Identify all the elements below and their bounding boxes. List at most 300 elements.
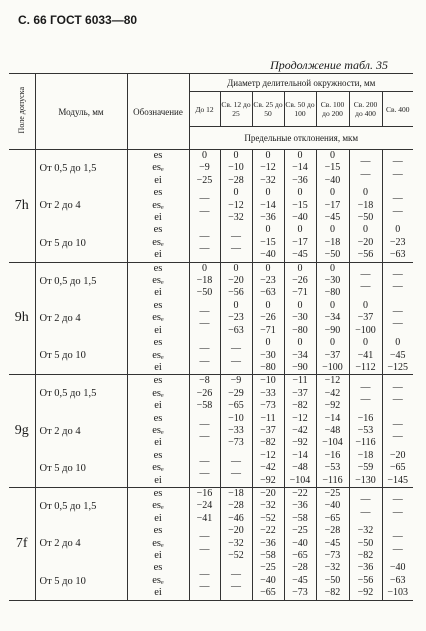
designation-cell xyxy=(127,187,189,224)
deviation-value: −48 xyxy=(292,462,308,474)
deviation-value: −11 xyxy=(260,412,276,424)
deviation-value: −11 xyxy=(292,375,308,387)
deviation-cell xyxy=(316,413,349,450)
deviation-cell xyxy=(252,562,284,600)
deviation-cell xyxy=(252,337,284,375)
table-row xyxy=(9,300,413,337)
deviation-cell xyxy=(189,413,220,450)
deviation-cell xyxy=(252,525,284,562)
deviation-value: −25 xyxy=(292,525,308,537)
deviation-value: −25 xyxy=(324,487,341,499)
deviation-value: 0 xyxy=(233,299,239,311)
deviation-value: — xyxy=(392,268,403,280)
deviation-cell xyxy=(349,562,382,600)
deviation-value: −71 xyxy=(260,324,276,336)
designation-value: ei xyxy=(154,400,162,412)
deviation-cell xyxy=(220,562,252,600)
module-cell: От 0,5 до 1,5 xyxy=(35,487,127,525)
deviation-value: −52 xyxy=(260,512,276,524)
deviation-value: — xyxy=(199,418,210,430)
deviation-cell xyxy=(284,487,316,525)
header-range: Св. 25 до 50 xyxy=(252,92,284,127)
deviation-cell xyxy=(349,150,382,188)
fit-field-label: 7f xyxy=(9,487,35,600)
deviation-value: −36 xyxy=(292,174,308,186)
deviation-cell xyxy=(316,224,349,262)
deviation-value: −82 xyxy=(357,550,374,561)
table-row xyxy=(9,413,413,450)
module-cell: От 2 до 4 xyxy=(35,413,127,450)
designation-value: es xyxy=(153,150,163,161)
deviation-value: −116 xyxy=(322,474,343,486)
table-row xyxy=(9,450,413,488)
deviation-value: −73 xyxy=(292,587,308,599)
designation-cell xyxy=(127,413,189,450)
deviation-value: −12 xyxy=(292,412,308,424)
module-cell: От 5 до 10 xyxy=(35,562,127,600)
deviation-value: −15 xyxy=(292,199,308,211)
deviation-cell xyxy=(189,300,220,337)
deviation-value: −14 xyxy=(292,449,308,461)
deviation-cell xyxy=(316,525,349,562)
deviation-value: −65 xyxy=(389,462,406,474)
deviation-value: −12 xyxy=(260,162,276,174)
deviation-value: −14 xyxy=(292,162,308,174)
designation-value: esₑ xyxy=(152,199,164,211)
deviation-cell xyxy=(284,187,316,224)
deviation-cell xyxy=(189,450,220,488)
deviation-value: −73 xyxy=(260,400,276,412)
designation-value: esₑ xyxy=(152,574,164,586)
deviation-value: −23 xyxy=(228,312,244,324)
deviation-value: 0 xyxy=(363,224,368,236)
deviation-value: 0 xyxy=(265,187,271,199)
table-body xyxy=(9,150,413,601)
deviation-cell xyxy=(382,300,413,337)
designation-value: es xyxy=(153,262,163,274)
deviation-value: — xyxy=(392,193,403,205)
deviation-value: −71 xyxy=(292,287,308,299)
deviation-value: — xyxy=(392,494,403,506)
deviation-cell xyxy=(284,413,316,450)
deviation-value: −56 xyxy=(357,574,374,586)
deviation-cell xyxy=(189,525,220,562)
deviation-cell xyxy=(349,300,382,337)
deviation-value: — xyxy=(392,418,403,430)
deviation-value: 0 xyxy=(330,150,335,161)
deviation-cell xyxy=(220,187,252,224)
deviation-value: −92 xyxy=(324,400,341,412)
deviation-value: −41 xyxy=(196,512,213,524)
deviation-cell xyxy=(316,187,349,224)
deviation-cell xyxy=(349,224,382,262)
deviation-value: 0 xyxy=(202,150,207,161)
deviation-value: −36 xyxy=(260,212,276,224)
deviation-cell xyxy=(284,375,316,413)
deviation-value: — xyxy=(360,494,371,506)
deviation-value: −125 xyxy=(387,361,409,373)
deviation-value: — xyxy=(199,531,210,543)
module-cell: От 0,5 до 1,5 xyxy=(35,375,127,413)
table-row xyxy=(9,562,413,600)
deviation-value: — xyxy=(392,318,403,330)
deviation-value: −50 xyxy=(357,537,374,549)
header-module: Модуль, мм xyxy=(35,74,127,150)
deviation-cell xyxy=(252,262,284,300)
table-row xyxy=(9,224,413,262)
deviation-cell xyxy=(220,300,252,337)
deviation-cell xyxy=(316,337,349,375)
deviation-value: −36 xyxy=(292,500,308,512)
deviation-value: −33 xyxy=(228,424,244,436)
deviation-cell xyxy=(284,562,316,600)
deviation-value: −56 xyxy=(228,287,244,299)
deviation-value: −50 xyxy=(324,249,341,261)
deviation-cell xyxy=(382,450,413,488)
deviation-value: −37 xyxy=(357,312,374,324)
deviation-value: −50 xyxy=(324,574,341,586)
deviation-cell xyxy=(284,450,316,488)
deviation-value: — xyxy=(199,318,210,330)
deviation-value: −65 xyxy=(260,587,276,599)
deviation-value: −50 xyxy=(196,287,213,299)
designation-value: es xyxy=(153,224,163,236)
deviation-value: 0 xyxy=(395,224,401,236)
deviation-value: −112 xyxy=(355,361,376,373)
deviation-cell xyxy=(252,224,284,262)
deviation-cell xyxy=(316,150,349,188)
designation-value: es xyxy=(153,412,163,424)
deviation-value: −59 xyxy=(357,462,374,474)
deviation-value: −116 xyxy=(355,437,376,449)
deviation-cell xyxy=(220,525,252,562)
module-cell: От 5 до 10 xyxy=(35,224,127,262)
deviation-cell xyxy=(189,262,220,300)
deviation-value: −65 xyxy=(324,512,341,524)
header-fit-field: Поле допуска xyxy=(9,74,35,150)
deviation-value: −32 xyxy=(228,537,244,549)
deviation-value: −24 xyxy=(196,500,213,512)
deviation-value: — xyxy=(199,468,210,480)
tolerance-table xyxy=(9,73,413,601)
deviation-value: −103 xyxy=(387,587,409,599)
deviation-value: −29 xyxy=(228,387,244,399)
deviation-value: −104 xyxy=(322,437,343,449)
designation-value: es xyxy=(153,487,163,499)
deviation-value: 0 xyxy=(363,337,368,349)
deviation-value: 0 xyxy=(395,337,401,349)
deviation-value: −50 xyxy=(357,212,374,224)
deviation-value: −32 xyxy=(260,174,276,186)
deviation-value: — xyxy=(392,506,403,518)
deviation-cell xyxy=(252,187,284,224)
deviation-value: −12 xyxy=(260,449,276,461)
deviation-cell xyxy=(189,487,220,525)
deviation-cell xyxy=(220,413,252,450)
deviation-value: 0 xyxy=(265,150,271,161)
deviation-value: −145 xyxy=(387,474,409,486)
deviation-value: −104 xyxy=(289,474,311,486)
deviation-value: −8 xyxy=(199,375,210,387)
module-cell: От 2 до 4 xyxy=(35,187,127,224)
designation-value: ei xyxy=(154,361,162,373)
deviation-value: −18 xyxy=(357,449,374,461)
deviation-value: −80 xyxy=(292,324,308,336)
fit-field-label: 9h xyxy=(9,262,35,375)
designation-value: es xyxy=(153,375,163,387)
deviation-value: −42 xyxy=(260,462,276,474)
deviation-cell xyxy=(349,413,382,450)
deviation-value: −10 xyxy=(228,162,244,174)
deviation-value: 0 xyxy=(297,224,303,236)
deviation-value: — xyxy=(360,156,371,168)
deviation-value: −20 xyxy=(260,487,276,499)
page-header: С. 66 ГОСТ 6033—80 xyxy=(18,13,138,27)
table-row xyxy=(9,525,413,562)
deviation-value: −12 xyxy=(228,199,244,211)
deviation-value: −26 xyxy=(196,387,213,399)
deviation-value: — xyxy=(199,230,210,242)
deviation-cell xyxy=(252,300,284,337)
deviation-value: −63 xyxy=(228,324,244,336)
deviation-value: −53 xyxy=(357,424,374,436)
deviation-value: −9 xyxy=(199,162,210,174)
deviation-value: −40 xyxy=(260,574,276,586)
deviation-cell xyxy=(284,262,316,300)
deviation-value: −63 xyxy=(389,574,406,586)
table-row xyxy=(9,487,413,525)
deviation-value: −73 xyxy=(324,550,341,561)
deviation-cell xyxy=(316,487,349,525)
deviation-cell xyxy=(189,375,220,413)
deviation-cell xyxy=(382,413,413,450)
deviation-cell xyxy=(189,337,220,375)
table-row xyxy=(9,375,413,413)
deviation-value: — xyxy=(199,581,210,593)
deviation-value: −100 xyxy=(322,361,343,373)
deviation-value: −36 xyxy=(260,537,276,549)
deviation-cell xyxy=(220,224,252,262)
designation-value: esₑ xyxy=(152,462,164,474)
deviation-value: 0 xyxy=(202,262,207,274)
deviation-value: −18 xyxy=(196,275,213,287)
deviation-value: −45 xyxy=(324,212,341,224)
designation-cell xyxy=(127,300,189,337)
deviation-value: −33 xyxy=(260,387,276,399)
deviation-cell xyxy=(382,487,413,525)
module-cell: От 0,5 до 1,5 xyxy=(35,262,127,300)
deviation-value: 0 xyxy=(297,150,303,161)
deviation-value: −25 xyxy=(260,562,276,574)
module-cell: От 0,5 до 1,5 xyxy=(35,150,127,188)
deviation-cell xyxy=(382,150,413,188)
deviation-value: −37 xyxy=(292,387,308,399)
deviation-value: — xyxy=(231,581,241,593)
deviation-value: — xyxy=(392,168,403,180)
deviation-value: — xyxy=(199,243,210,255)
designation-value: ei xyxy=(154,287,162,299)
designation-value: ei xyxy=(154,324,162,336)
deviation-value: — xyxy=(199,355,210,367)
deviation-cell xyxy=(382,337,413,375)
deviation-value: −20 xyxy=(389,449,406,461)
deviation-value: −37 xyxy=(324,349,341,361)
deviation-value: — xyxy=(360,281,371,293)
deviation-value: −80 xyxy=(324,287,341,299)
deviation-value: −58 xyxy=(196,400,213,412)
deviation-value: −15 xyxy=(324,162,341,174)
designation-value: es xyxy=(153,562,163,574)
header-range: Св. 12 до 25 xyxy=(220,92,252,127)
deviation-value: −34 xyxy=(292,349,308,361)
table-row xyxy=(9,337,413,375)
deviation-value: −12 xyxy=(324,375,341,387)
deviation-value: −52 xyxy=(228,550,244,561)
deviation-value: −58 xyxy=(260,550,276,561)
designation-value: ei xyxy=(154,550,162,561)
deviation-value: — xyxy=(360,506,371,518)
deviation-value: −40 xyxy=(260,249,276,261)
designation-cell xyxy=(127,150,189,188)
deviation-cell xyxy=(189,224,220,262)
deviation-value: −42 xyxy=(324,387,341,399)
deviation-cell xyxy=(349,262,382,300)
deviation-value: −40 xyxy=(292,537,308,549)
deviation-value: −20 xyxy=(228,525,244,537)
deviation-cell xyxy=(349,337,382,375)
deviation-value: — xyxy=(199,455,210,467)
deviation-value: −32 xyxy=(357,525,374,537)
deviation-value: −26 xyxy=(292,275,308,287)
deviation-value: −80 xyxy=(260,361,276,373)
deviation-value: −22 xyxy=(260,525,276,537)
deviation-cell xyxy=(382,562,413,600)
deviation-value: −15 xyxy=(260,236,276,248)
deviation-value: −22 xyxy=(292,487,308,499)
deviation-value: 0 xyxy=(265,224,271,236)
deviation-value: −32 xyxy=(228,212,244,224)
module-cell: От 2 до 4 xyxy=(35,525,127,562)
designation-value: esₑ xyxy=(152,236,164,248)
deviation-cell xyxy=(349,375,382,413)
deviation-value: 0 xyxy=(297,262,303,274)
deviation-cell xyxy=(252,375,284,413)
deviation-value: −73 xyxy=(228,437,244,449)
designation-value: es xyxy=(153,187,163,199)
designation-value: es xyxy=(153,449,163,461)
deviation-value: −92 xyxy=(292,437,308,449)
deviation-cell xyxy=(220,450,252,488)
deviation-value: −30 xyxy=(324,275,341,287)
deviation-value: −42 xyxy=(292,424,308,436)
deviation-cell xyxy=(382,262,413,300)
deviation-value: −28 xyxy=(228,500,244,512)
deviation-value: −90 xyxy=(292,361,308,373)
deviation-value: −16 xyxy=(196,487,213,499)
deviation-cell xyxy=(316,450,349,488)
designation-value: ei xyxy=(154,587,162,599)
designation-value: ei xyxy=(154,474,162,486)
deviation-value: −40 xyxy=(324,500,341,512)
deviation-value: −14 xyxy=(324,412,341,424)
designation-cell xyxy=(127,262,189,300)
deviation-value: — xyxy=(392,543,403,555)
deviation-cell xyxy=(349,187,382,224)
deviation-value: −37 xyxy=(260,424,276,436)
designation-value: es xyxy=(153,299,163,311)
deviation-value: −34 xyxy=(324,312,341,324)
designation-value: ei xyxy=(154,249,162,261)
deviation-cell xyxy=(316,262,349,300)
deviation-value: — xyxy=(199,205,210,217)
deviation-value: — xyxy=(231,230,241,242)
deviation-value: −17 xyxy=(292,236,308,248)
deviation-value: — xyxy=(392,281,403,293)
header-range: Св. 100 до 200 xyxy=(316,92,349,127)
deviation-cell xyxy=(349,487,382,525)
deviation-cell xyxy=(382,224,413,262)
deviation-value: −63 xyxy=(260,287,276,299)
designation-value: esₑ xyxy=(152,312,164,324)
table-row xyxy=(9,150,413,188)
module-cell: От 5 до 10 xyxy=(35,337,127,375)
deviation-value: 0 xyxy=(297,187,303,199)
designation-value: esₑ xyxy=(152,500,164,512)
deviation-value: — xyxy=(360,381,371,393)
deviation-value: 0 xyxy=(330,224,335,236)
deviation-value: −46 xyxy=(228,512,244,524)
designation-cell xyxy=(127,525,189,562)
deviation-value: −45 xyxy=(292,249,308,261)
designation-cell xyxy=(127,562,189,600)
designation-value: ei xyxy=(154,437,162,449)
designation-cell xyxy=(127,375,189,413)
deviation-cell xyxy=(284,337,316,375)
deviation-value: −82 xyxy=(324,587,341,599)
deviation-value: — xyxy=(360,393,371,405)
deviation-cell xyxy=(189,150,220,188)
deviation-cell xyxy=(382,187,413,224)
designation-value: esₑ xyxy=(152,275,164,287)
deviation-value: −14 xyxy=(260,199,276,211)
deviation-value: — xyxy=(231,468,241,480)
deviation-value: — xyxy=(392,205,403,217)
deviation-cell xyxy=(220,337,252,375)
deviation-value: −16 xyxy=(357,412,374,424)
table-continuation-title: Продолжение табл. 35 xyxy=(270,58,388,72)
deviation-value: — xyxy=(231,343,241,355)
deviation-value: −28 xyxy=(292,562,308,574)
deviation-value: −25 xyxy=(196,174,213,186)
deviation-value: — xyxy=(392,381,403,393)
deviation-cell xyxy=(189,187,220,224)
designation-value: es xyxy=(153,337,163,349)
deviation-value: −10 xyxy=(228,412,244,424)
header-range: Св. 50 до 100 xyxy=(284,92,316,127)
deviation-value: −18 xyxy=(357,199,374,211)
deviation-value: −40 xyxy=(389,562,406,574)
deviation-value: −40 xyxy=(324,174,341,186)
deviation-cell xyxy=(220,150,252,188)
deviation-cell xyxy=(252,487,284,525)
deviation-value: −63 xyxy=(389,249,406,261)
deviation-cell xyxy=(189,562,220,600)
deviation-value: — xyxy=(199,343,210,355)
deviation-value: −32 xyxy=(260,500,276,512)
deviation-value: — xyxy=(392,156,403,168)
deviation-value: — xyxy=(199,431,210,443)
deviation-value: — xyxy=(199,543,210,555)
